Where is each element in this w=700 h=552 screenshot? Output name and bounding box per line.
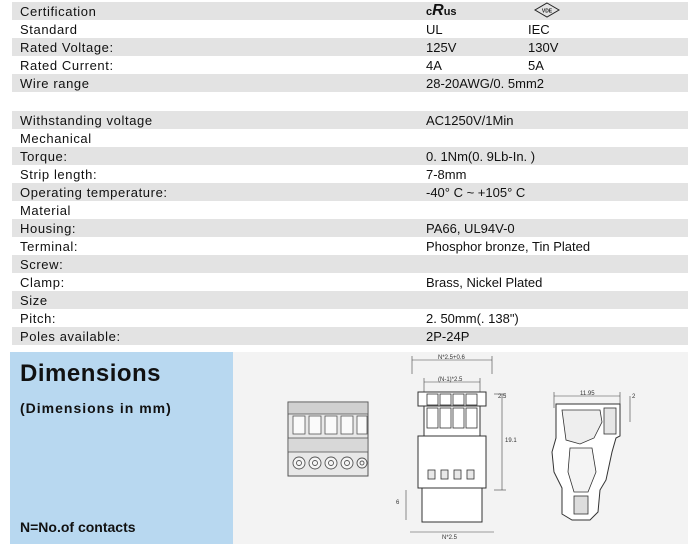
spec-value: Phosphor bronze, Tin Plated <box>426 238 591 254</box>
spec-value: 7-8mm <box>426 166 467 182</box>
top-view-drawing <box>282 352 382 544</box>
spec-row <box>12 129 688 147</box>
spec-row <box>12 111 688 129</box>
dim-label-bottom-width: N*2.5 <box>442 535 458 541</box>
spec-value: 4A <box>426 57 442 73</box>
spec-value: PA66, UL94V-0 <box>426 220 515 236</box>
spec-value-secondary: 130V <box>528 39 559 55</box>
ul-mark-c: c <box>426 6 433 18</box>
vde-mark-text: VDE <box>541 8 553 14</box>
spec-value: AC1250V/1Min <box>426 112 514 128</box>
spec-row <box>12 237 688 255</box>
spec-label: Torque: <box>20 148 68 164</box>
spec-label: Rated Voltage: <box>20 39 114 55</box>
dim-label-side-right: 2 <box>632 394 636 400</box>
spec-row <box>12 92 688 111</box>
spec-label: Size <box>20 292 48 308</box>
spec-value: 2. 50mm(. 138") <box>426 310 519 326</box>
spec-row <box>12 309 688 327</box>
spec-row <box>12 147 688 165</box>
spec-label: Material <box>20 202 72 218</box>
dimensions-note: N=No.of contacts <box>20 519 136 535</box>
dim-label-left-small: 6 <box>396 500 400 506</box>
spec-label: Poles available: <box>20 328 121 344</box>
dim-label-height: 19.1 <box>505 438 517 444</box>
front-view-drawing <box>394 352 520 544</box>
ul-certification-icon <box>426 2 457 20</box>
spec-row <box>12 74 688 92</box>
dimensions-title-panel <box>10 352 233 544</box>
ul-mark-us: us <box>443 6 457 18</box>
spec-label: Housing: <box>20 220 77 236</box>
spec-value: Brass, Nickel Plated <box>426 274 543 290</box>
dim-label-right-top: 2.5 <box>498 394 507 400</box>
spec-table <box>12 2 688 345</box>
spec-value: 2P-24P <box>426 328 470 344</box>
spec-label: Clamp: <box>20 274 65 290</box>
spec-label: Certification <box>20 3 97 19</box>
spec-row <box>12 219 688 237</box>
spec-row <box>12 291 688 309</box>
spec-label: Strip length: <box>20 166 98 182</box>
spec-label: Terminal: <box>20 238 79 254</box>
dimensions-title: Dimensions <box>20 360 162 387</box>
spec-row <box>12 38 688 56</box>
spec-label: Pitch: <box>20 310 57 326</box>
spec-label: Operating temperature: <box>20 184 168 200</box>
dimensions-subtitle: (Dimensions in mm) <box>20 400 172 416</box>
spec-row <box>12 183 688 201</box>
ul-mark-main: R <box>432 2 444 19</box>
dim-label-side-width: 11.95 <box>580 391 595 397</box>
spec-row <box>12 255 688 273</box>
spec-row <box>12 165 688 183</box>
spec-value: 125V <box>426 39 457 55</box>
dim-label-inner-width: (N-1)*2.5 <box>438 377 463 383</box>
spec-row <box>12 20 688 38</box>
spec-label: Rated Current: <box>20 57 114 73</box>
dim-label-top-width: N*2.5+0.6 <box>438 355 465 361</box>
spec-label: Screw: <box>20 256 64 272</box>
dimensions-section <box>10 352 688 544</box>
spec-value-secondary: 5A <box>528 57 544 73</box>
spec-row <box>12 56 688 74</box>
spec-label: Mechanical <box>20 130 92 146</box>
spec-value: 0. 1Nm(0. 9Lb-In. ) <box>426 148 536 164</box>
spec-row <box>12 273 688 291</box>
spec-row <box>12 201 688 219</box>
spec-value-secondary: IEC <box>528 21 550 37</box>
vde-certification-icon <box>534 2 560 21</box>
spec-row <box>12 327 688 345</box>
spec-value: UL <box>426 21 443 37</box>
spec-label: Withstanding voltage <box>20 112 153 128</box>
spec-value: -40° C ~ +105° C <box>426 184 526 200</box>
spec-value: 28-20AWG/0. 5mm2 <box>426 75 545 91</box>
spec-label: Wire range <box>20 75 90 91</box>
side-view-drawing <box>540 352 650 544</box>
spec-label: Standard <box>20 21 78 37</box>
spec-row <box>12 2 688 20</box>
